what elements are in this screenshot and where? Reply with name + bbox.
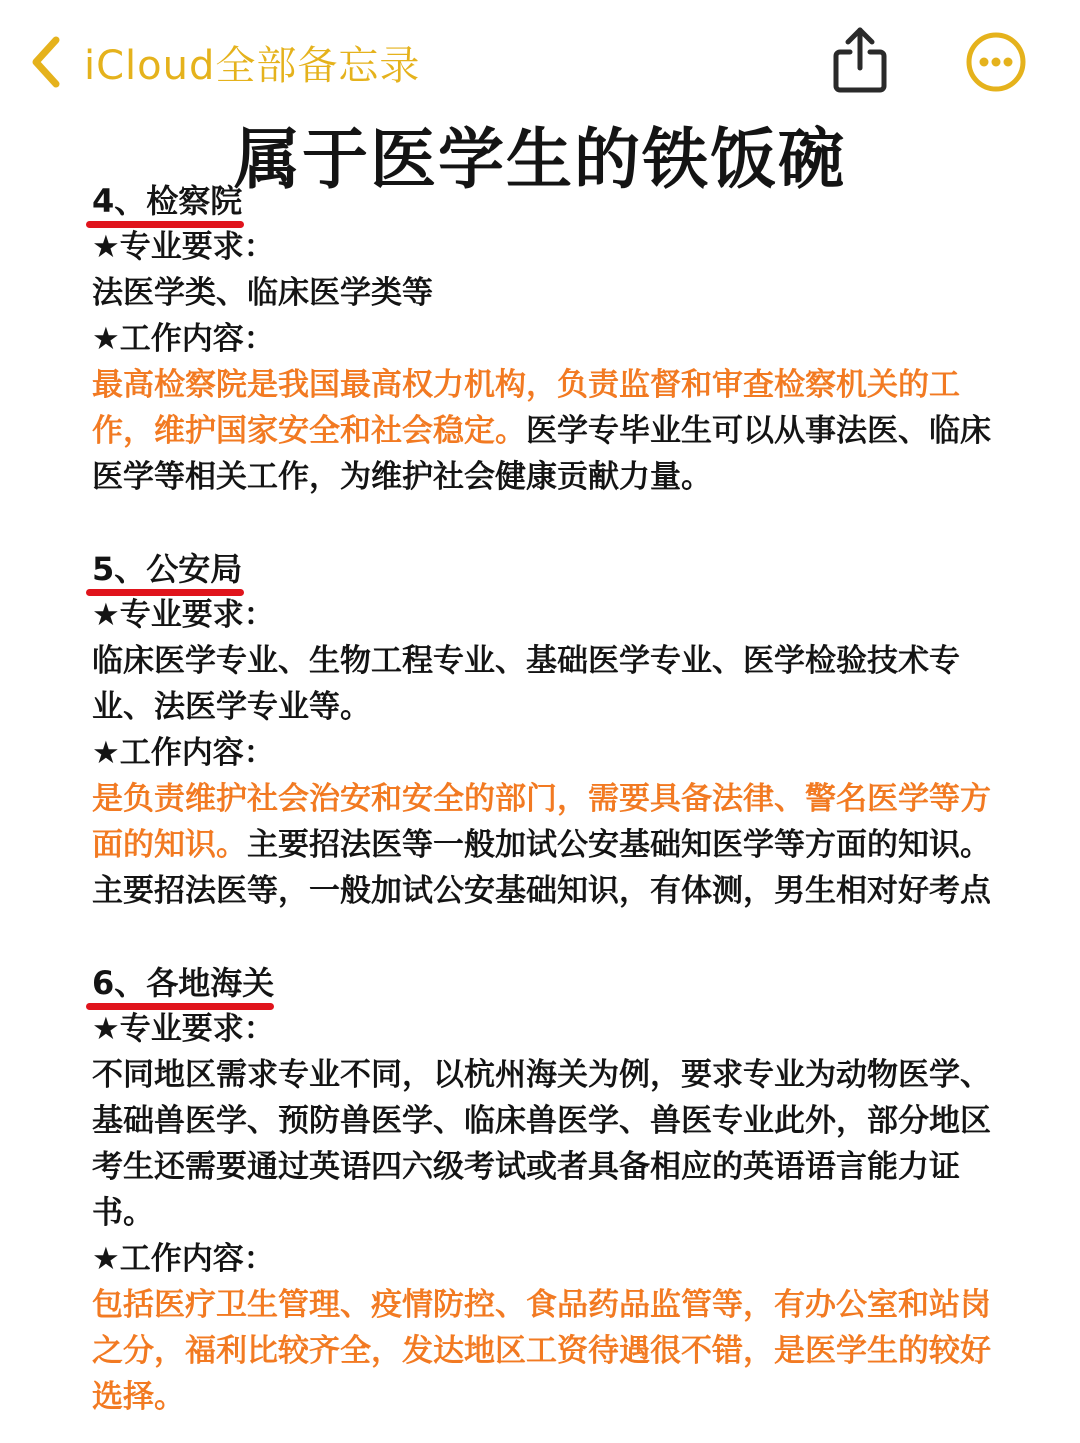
back-button-label[interactable]: iCloud全部备忘录 bbox=[84, 42, 421, 89]
major-requirement-text: 临床医学专业、生物工程专业、基础医学专业、医学检验技术专 bbox=[92, 643, 960, 679]
work-content-line bbox=[92, 868, 1002, 914]
major-requirement-label: ★专业要求： bbox=[92, 1011, 275, 1047]
section-public-security bbox=[92, 546, 1002, 914]
major-requirement-text: 书。 bbox=[92, 1195, 154, 1231]
highlighted-text: 选择。 bbox=[92, 1379, 185, 1415]
major-requirement-text: 考生还需要通过英语四六级考试或者具备相应的英语语言能力证 bbox=[92, 1149, 960, 1185]
section-heading-text: 4、检察院 bbox=[92, 182, 243, 220]
work-content-line bbox=[92, 1328, 1002, 1374]
share-icon[interactable] bbox=[828, 24, 892, 96]
heading-underline bbox=[86, 589, 244, 596]
highlighted-text: 面的知识。 bbox=[92, 827, 247, 863]
work-content-line bbox=[92, 362, 1002, 408]
work-content-line bbox=[92, 1374, 1002, 1420]
section-heading bbox=[92, 178, 1002, 224]
work-content-line bbox=[92, 776, 1002, 822]
note-body[interactable] bbox=[92, 178, 1002, 1420]
work-content-line bbox=[92, 1282, 1002, 1328]
major-requirement-text: 法医学类、临床医学类等 bbox=[92, 275, 433, 311]
heading-underline bbox=[86, 221, 244, 228]
highlighted-text: 作，维护国家安全和社会稳定。 bbox=[92, 413, 526, 449]
section-heading bbox=[92, 546, 1002, 592]
section-heading-text: 5、公安局 bbox=[92, 550, 243, 588]
plain-text: 医学等相关工作，为维护社会健康贡献力量。 bbox=[92, 459, 712, 495]
work-content-label: ★工作内容： bbox=[92, 735, 275, 771]
major-requirement-text: 业、法医学专业等。 bbox=[92, 689, 371, 725]
note-title: 属于医学生的铁饭碗 bbox=[234, 121, 846, 198]
section-procuratorate bbox=[92, 178, 1002, 500]
work-content-label: ★工作内容： bbox=[92, 1241, 275, 1277]
section-customs bbox=[92, 960, 1002, 1420]
more-icon[interactable] bbox=[964, 30, 1028, 94]
chevron-left-icon[interactable] bbox=[26, 30, 72, 94]
major-requirement-label: ★专业要求： bbox=[92, 229, 275, 265]
work-content-label: ★工作内容： bbox=[92, 321, 275, 357]
heading-underline bbox=[86, 1003, 274, 1010]
major-requirement-label: ★专业要求： bbox=[92, 597, 275, 633]
work-content-line bbox=[92, 454, 1002, 500]
highlighted-text: 最高检察院是我国最高权力机构，负责监督和审查检察机关的工 bbox=[92, 367, 960, 403]
navigation-bar bbox=[0, 0, 1080, 120]
highlighted-text: 包括医疗卫生管理、疫情防控、食品药品监管等，有办公室和站岗 bbox=[92, 1287, 991, 1323]
section-heading bbox=[92, 960, 1002, 1006]
highlighted-text: 是负责维护社会治安和安全的部门，需要具备法律、警名医学等方 bbox=[92, 781, 991, 817]
back-button[interactable] bbox=[26, 30, 420, 94]
plain-text: 主要招法医等一般加试公安基础知医学等方面的知识。 bbox=[247, 827, 991, 863]
major-requirement-text: 基础兽医学、预防兽医学、临床兽医学、兽医专业此外，部分地区 bbox=[92, 1103, 991, 1139]
work-content-line bbox=[92, 408, 1002, 454]
plain-text: 主要招法医等，一般加试公安基础知识，有体测，男生相对好考点 bbox=[92, 873, 991, 909]
plain-text: 医学专毕业生可以从事法医、临床 bbox=[526, 413, 991, 449]
section-heading-text: 6、各地海关 bbox=[92, 964, 275, 1002]
major-requirement-text: 不同地区需求专业不同，以杭州海关为例，要求专业为动物医学、 bbox=[92, 1057, 991, 1093]
work-content-line bbox=[92, 822, 1002, 868]
highlighted-text: 之分，福利比较齐全，发达地区工资待遇很不错，是医学生的较好 bbox=[92, 1333, 991, 1369]
